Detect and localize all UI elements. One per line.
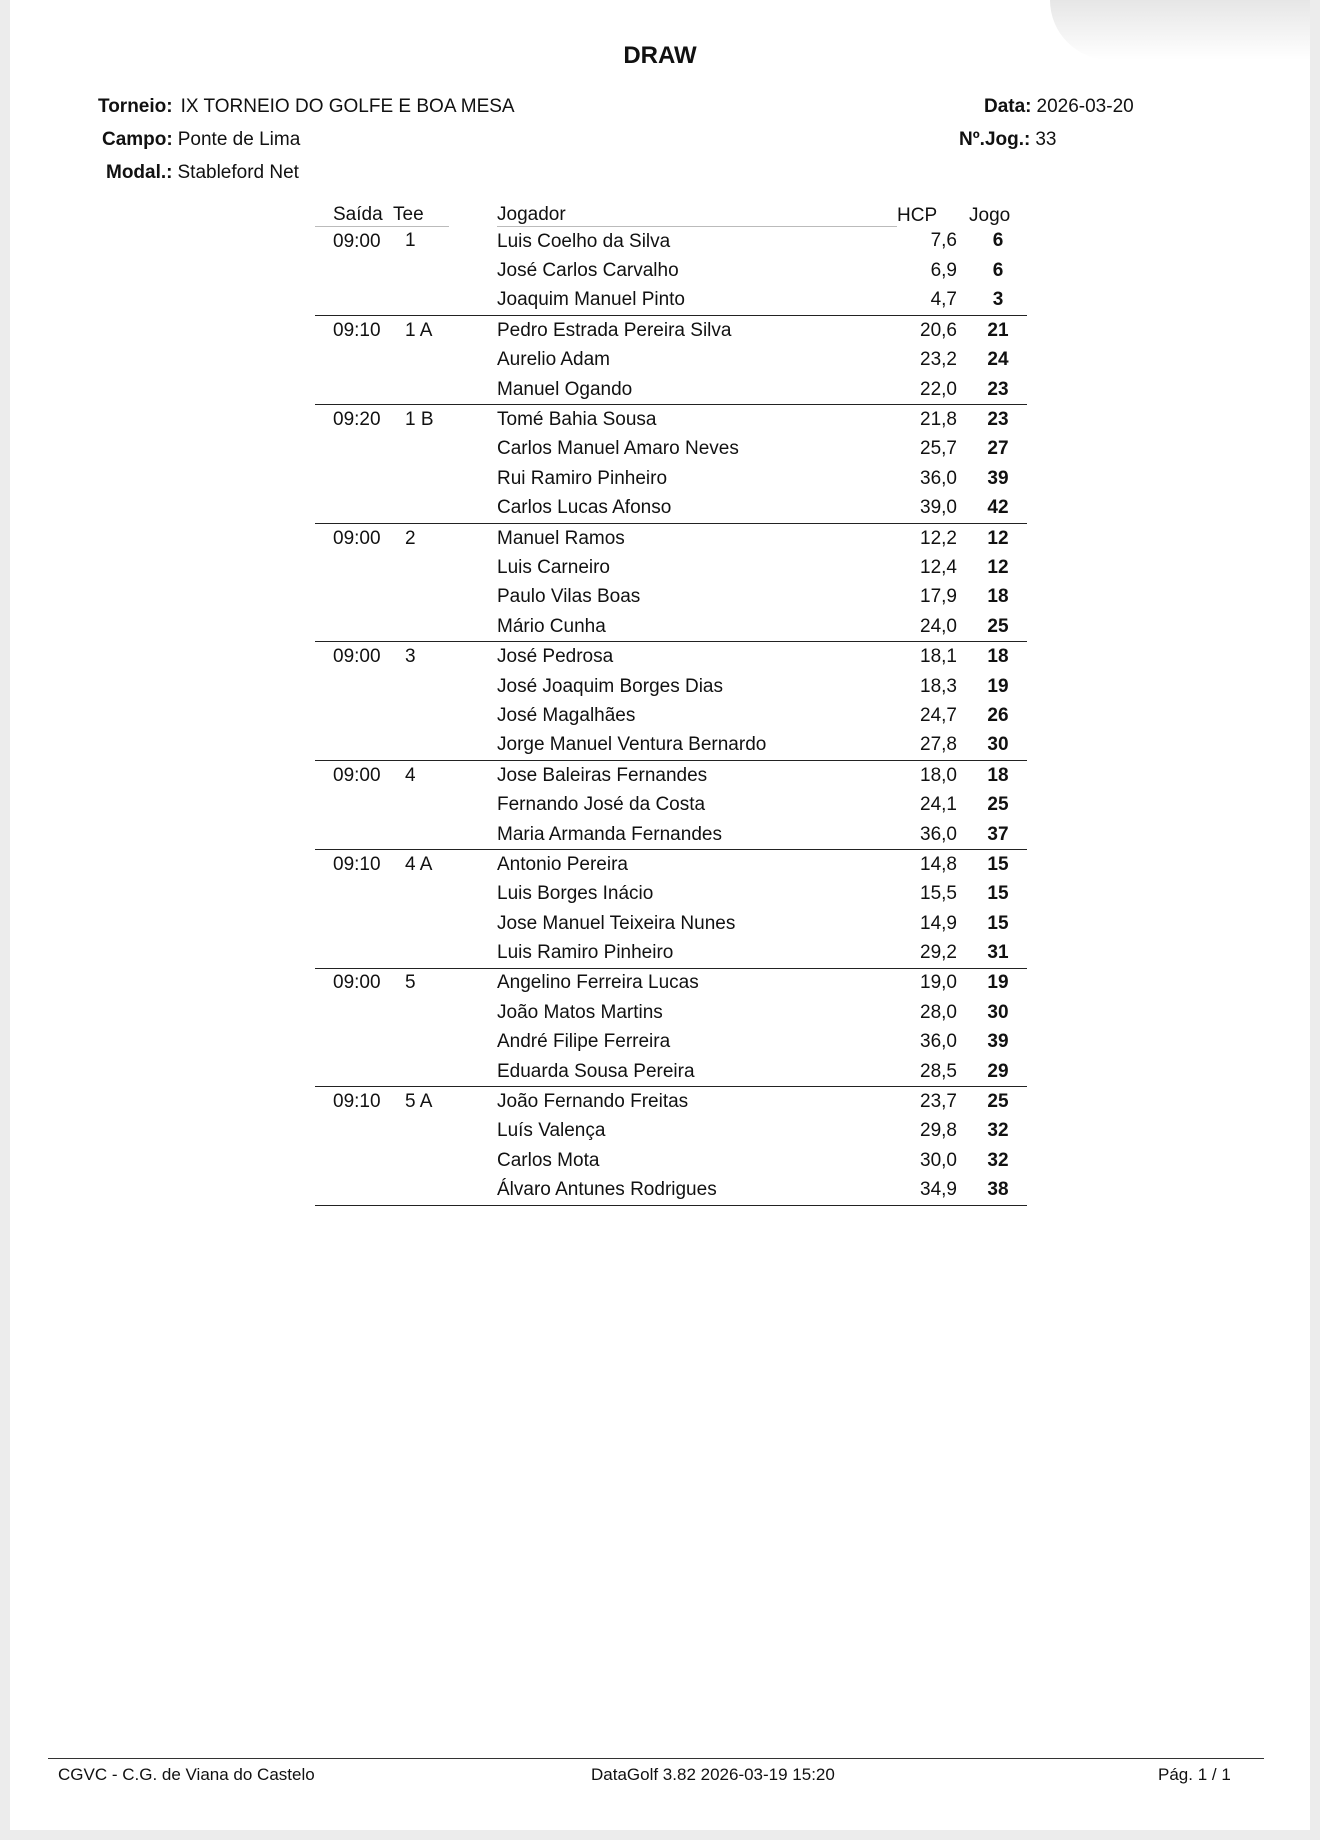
table-row	[315, 909, 1027, 938]
tee-cell	[393, 494, 497, 524]
tee-cell: 2	[393, 523, 497, 553]
player-jogo: 26	[987, 704, 1009, 726]
player-hcp: 22,0	[920, 378, 957, 400]
player-name: Manuel Ogando	[497, 378, 633, 400]
tee-cell	[393, 1117, 497, 1146]
saida-cell	[315, 820, 393, 850]
player-hcp: 28,5	[920, 1060, 957, 1082]
page-title: DRAW	[623, 42, 697, 69]
table-row	[315, 227, 1027, 257]
tee-cell: 1	[405, 230, 416, 252]
torneio-label: Torneio:	[98, 96, 173, 117]
table-row	[315, 790, 1027, 819]
player-jogo: 18	[969, 761, 1027, 791]
table-row	[315, 998, 1027, 1027]
player-name: Carlos Lucas Afonso	[497, 497, 672, 519]
tee-cell	[393, 346, 497, 375]
saida-cell	[315, 286, 393, 316]
tee-cell	[393, 612, 497, 642]
saida-cell: 09:10	[315, 850, 393, 880]
saida-cell	[315, 998, 393, 1027]
header-hcp: HCP	[897, 204, 938, 226]
tee-cell	[393, 938, 497, 968]
saida-cell: 09:00	[315, 761, 393, 791]
saida-cell	[315, 1146, 393, 1175]
player-hcp: 24,1	[920, 794, 957, 816]
player-name: Pedro Estrada Pereira Silva	[497, 316, 897, 346]
player-jogo: 29	[987, 1060, 1009, 1082]
player-hcp: 28,0	[920, 1001, 957, 1023]
tee-cell	[393, 790, 497, 819]
tee-cell	[393, 1057, 497, 1087]
player-name: Maria Armanda Fernandes	[497, 823, 722, 845]
header-saida: Saída	[315, 200, 393, 227]
player-jogo: 18	[987, 586, 1009, 608]
tee-cell	[393, 731, 497, 761]
player-jogo: 23	[987, 378, 1009, 400]
player-name: Carlos Manuel Amaro Neves	[497, 438, 739, 460]
player-name: José Joaquim Borges Dias	[497, 675, 723, 697]
player-jogo: 31	[987, 942, 1009, 964]
player-hcp: 4,7	[930, 289, 957, 311]
player-jogo: 39	[987, 1031, 1009, 1053]
saida-cell: 09:00	[333, 230, 381, 252]
njog-row	[959, 129, 1056, 151]
player-name: Angelino Ferreira Lucas	[497, 968, 897, 998]
player-jogo: 38	[969, 1176, 1027, 1206]
player-name: Paulo Vilas Boas	[497, 586, 641, 608]
player-jogo: 19	[987, 675, 1009, 697]
player-jogo: 32	[987, 1120, 1009, 1142]
tee-cell: 4	[393, 761, 497, 791]
tee-cell: 4 A	[393, 850, 497, 880]
player-name: Tomé Bahia Sousa	[497, 405, 897, 435]
tee-cell: 5 A	[393, 1087, 497, 1117]
player-name: Mário Cunha	[497, 615, 606, 637]
table-header-row	[315, 200, 1027, 227]
player-jogo: 39	[987, 467, 1009, 489]
saida-cell: 09:10	[315, 1087, 393, 1117]
player-hcp: 24,7	[920, 704, 957, 726]
player-jogo: 19	[969, 968, 1027, 998]
player-hcp: 23,2	[920, 349, 957, 371]
saida-cell	[315, 1117, 393, 1146]
saida-cell	[315, 731, 393, 761]
saida-cell	[315, 672, 393, 701]
player-hcp: 18,0	[897, 761, 969, 791]
saida-cell	[315, 553, 393, 582]
tee-cell	[393, 909, 497, 938]
table-row	[315, 494, 1027, 524]
table-row	[315, 316, 1027, 346]
table-row	[315, 1057, 1027, 1087]
header-tee	[393, 200, 497, 227]
saida-cell	[315, 583, 393, 612]
player-jogo: 42	[987, 497, 1009, 519]
player-hcp: 29,8	[920, 1120, 957, 1142]
tee-cell	[393, 553, 497, 582]
player-hcp: 15,5	[920, 883, 957, 905]
player-name: Álvaro Antunes Rodrigues	[497, 1176, 897, 1206]
player-jogo: 32	[987, 1149, 1009, 1171]
modal-label: Modal.:	[106, 162, 173, 183]
footer-software: DataGolf 3.82 2026-03-19 15:20	[591, 1765, 835, 1784]
table-row	[315, 375, 1027, 405]
table-row	[315, 1146, 1027, 1175]
player-name: Manuel Ramos	[497, 523, 897, 553]
player-hcp: 36,0	[920, 823, 957, 845]
saida-cell	[315, 464, 393, 493]
saida-cell	[315, 612, 393, 642]
torneio-row	[98, 96, 515, 118]
tee-cell	[393, 701, 497, 730]
player-hcp: 34,9	[897, 1176, 969, 1206]
table-row	[315, 1087, 1027, 1117]
tee-cell	[393, 375, 497, 405]
campo-value: Ponte de Lima	[177, 129, 301, 150]
table-row	[315, 672, 1027, 701]
saida-cell	[315, 256, 393, 285]
player-name: Fernando José da Costa	[497, 794, 706, 816]
tee-cell: 1 A	[393, 316, 497, 346]
saida-cell: 09:00	[315, 523, 393, 553]
player-hcp: 30,0	[920, 1149, 957, 1171]
header-tee-label: Tee	[393, 204, 449, 227]
player-hcp: 18,1	[897, 642, 969, 672]
player-name: Jose Baleiras Fernandes	[497, 761, 897, 791]
player-name: Jose Manuel Teixeira Nunes	[497, 912, 736, 934]
njog-value: 33	[1035, 129, 1057, 150]
saida-cell	[315, 494, 393, 524]
player-hcp: 12,4	[920, 556, 957, 578]
player-name: Luis Carneiro	[497, 556, 610, 578]
table-row	[315, 938, 1027, 968]
tee-cell	[393, 1028, 497, 1057]
player-hcp: 6,9	[930, 260, 957, 282]
player-hcp: 12,2	[897, 523, 969, 553]
draw-table-body	[315, 227, 1027, 1206]
player-hcp: 19,0	[897, 968, 969, 998]
player-jogo: 6	[992, 260, 1004, 282]
player-jogo: 12	[987, 556, 1009, 578]
saida-cell: 09:10	[315, 316, 393, 346]
player-name: Aurelio Adam	[497, 349, 611, 371]
tee-cell	[393, 1176, 497, 1206]
header-jogo: Jogo	[969, 204, 1011, 226]
player-hcp: 29,2	[920, 942, 957, 964]
campo-row	[102, 129, 300, 151]
saida-cell	[315, 1176, 393, 1206]
player-name: Eduarda Sousa Pereira	[497, 1060, 695, 1082]
table-row	[315, 1028, 1027, 1057]
player-jogo: 25	[969, 1087, 1027, 1117]
table-row	[315, 405, 1027, 435]
modal-row	[106, 162, 299, 184]
player-jogo: 30	[987, 1001, 1009, 1023]
player-hcp: 39,0	[920, 497, 957, 519]
player-jogo: 15	[969, 850, 1027, 880]
saida-cell: 09:20	[315, 405, 393, 435]
player-jogo: 6	[992, 230, 1004, 252]
player-name: João Matos Martins	[497, 1001, 663, 1023]
table-row	[315, 256, 1027, 285]
table-row	[315, 583, 1027, 612]
player-name: José Carlos Carvalho	[497, 260, 679, 282]
saida-cell	[315, 1028, 393, 1057]
data-value: 2026-03-20	[1036, 96, 1134, 117]
player-jogo: 37	[987, 823, 1009, 845]
player-jogo: 23	[969, 405, 1027, 435]
table-row	[315, 1176, 1027, 1206]
data-label: Data:	[984, 96, 1032, 117]
player-hcp: 27,8	[920, 734, 957, 756]
player-hcp: 36,0	[920, 1031, 957, 1053]
tee-cell: 5	[393, 968, 497, 998]
tee-cell	[393, 435, 497, 464]
player-name: Carlos Mota	[497, 1149, 600, 1171]
player-hcp: 36,0	[920, 467, 957, 489]
table-row	[315, 464, 1027, 493]
saida-cell	[315, 346, 393, 375]
tee-cell: 1 B	[393, 405, 497, 435]
player-hcp: 7,6	[930, 230, 957, 252]
table-row	[315, 553, 1027, 582]
player-name: Rui Ramiro Pinheiro	[497, 467, 668, 489]
document-page	[10, 0, 1310, 1830]
player-jogo: 25	[987, 615, 1009, 637]
tee-cell	[393, 998, 497, 1027]
player-name: José Pedrosa	[497, 642, 897, 672]
tee-cell	[393, 880, 497, 909]
modal-value: Stableford Net	[177, 162, 299, 183]
table-row	[315, 880, 1027, 909]
table-row	[315, 701, 1027, 730]
saida-cell	[315, 701, 393, 730]
header-jogador: Jogador	[497, 200, 897, 227]
saida-cell: 09:00	[315, 968, 393, 998]
footer-divider	[48, 1758, 1264, 1759]
table-row	[315, 968, 1027, 998]
player-jogo: 3	[992, 289, 1004, 311]
player-hcp: 23,7	[897, 1087, 969, 1117]
player-jogo: 15	[987, 883, 1009, 905]
campo-label: Campo:	[102, 129, 173, 150]
player-hcp: 14,9	[920, 912, 957, 934]
table-row	[315, 731, 1027, 761]
saida-cell	[315, 909, 393, 938]
player-jogo: 15	[987, 912, 1009, 934]
table-row	[315, 642, 1027, 672]
tee-cell	[393, 464, 497, 493]
footer-club: CGVC - C.G. de Viana do Castelo	[58, 1765, 315, 1784]
table-row	[315, 850, 1027, 880]
tee-cell	[393, 1146, 497, 1175]
tee-cell	[393, 256, 497, 285]
player-jogo: 27	[987, 438, 1009, 460]
player-hcp: 17,9	[920, 586, 957, 608]
player-jogo: 30	[987, 734, 1009, 756]
saida-cell	[315, 375, 393, 405]
table-row	[315, 435, 1027, 464]
saida-cell	[315, 1057, 393, 1087]
player-name: Luis Ramiro Pinheiro	[497, 942, 674, 964]
saida-cell	[315, 790, 393, 819]
table-row	[315, 1117, 1027, 1146]
player-jogo: 21	[969, 316, 1027, 346]
player-jogo: 24	[987, 349, 1009, 371]
saida-cell	[315, 435, 393, 464]
player-jogo: 25	[987, 794, 1009, 816]
table-row	[315, 346, 1027, 375]
player-name: Antonio Pereira	[497, 850, 897, 880]
torneio-value: IX TORNEIO DO GOLFE E BOA MESA	[180, 96, 515, 117]
draw-table	[315, 200, 1027, 1206]
table-row	[315, 761, 1027, 791]
player-hcp: 21,8	[897, 405, 969, 435]
saida-cell	[315, 880, 393, 909]
player-name: Joaquim Manuel Pinto	[497, 289, 685, 311]
player-hcp: 18,3	[920, 675, 957, 697]
player-name: Luis Coelho da Silva	[497, 230, 671, 252]
player-jogo: 18	[969, 642, 1027, 672]
saida-cell: 09:00	[315, 642, 393, 672]
player-hcp: 14,8	[897, 850, 969, 880]
player-hcp: 25,7	[920, 438, 957, 460]
table-row	[315, 612, 1027, 642]
tee-cell: 3	[393, 642, 497, 672]
player-name: Jorge Manuel Ventura Bernardo	[497, 734, 767, 756]
player-name: Luís Valença	[497, 1120, 606, 1142]
table-row	[315, 820, 1027, 850]
player-name: João Fernando Freitas	[497, 1087, 897, 1117]
footer-page: Pág. 1 / 1	[1158, 1765, 1231, 1784]
player-name: André Filipe Ferreira	[497, 1031, 671, 1053]
player-jogo: 12	[969, 523, 1027, 553]
tee-cell	[393, 672, 497, 701]
player-name: José Magalhães	[497, 704, 636, 726]
tee-cell	[393, 286, 497, 316]
data-row	[984, 96, 1134, 118]
player-hcp: 24,0	[920, 615, 957, 637]
tee-cell	[393, 583, 497, 612]
table-row	[315, 286, 1027, 316]
player-name: Luis Borges Inácio	[497, 883, 654, 905]
player-hcp: 20,6	[897, 316, 969, 346]
njog-label: Nº.Jog.:	[959, 129, 1031, 150]
table-row	[315, 523, 1027, 553]
tee-cell	[393, 820, 497, 850]
saida-cell	[315, 938, 393, 968]
